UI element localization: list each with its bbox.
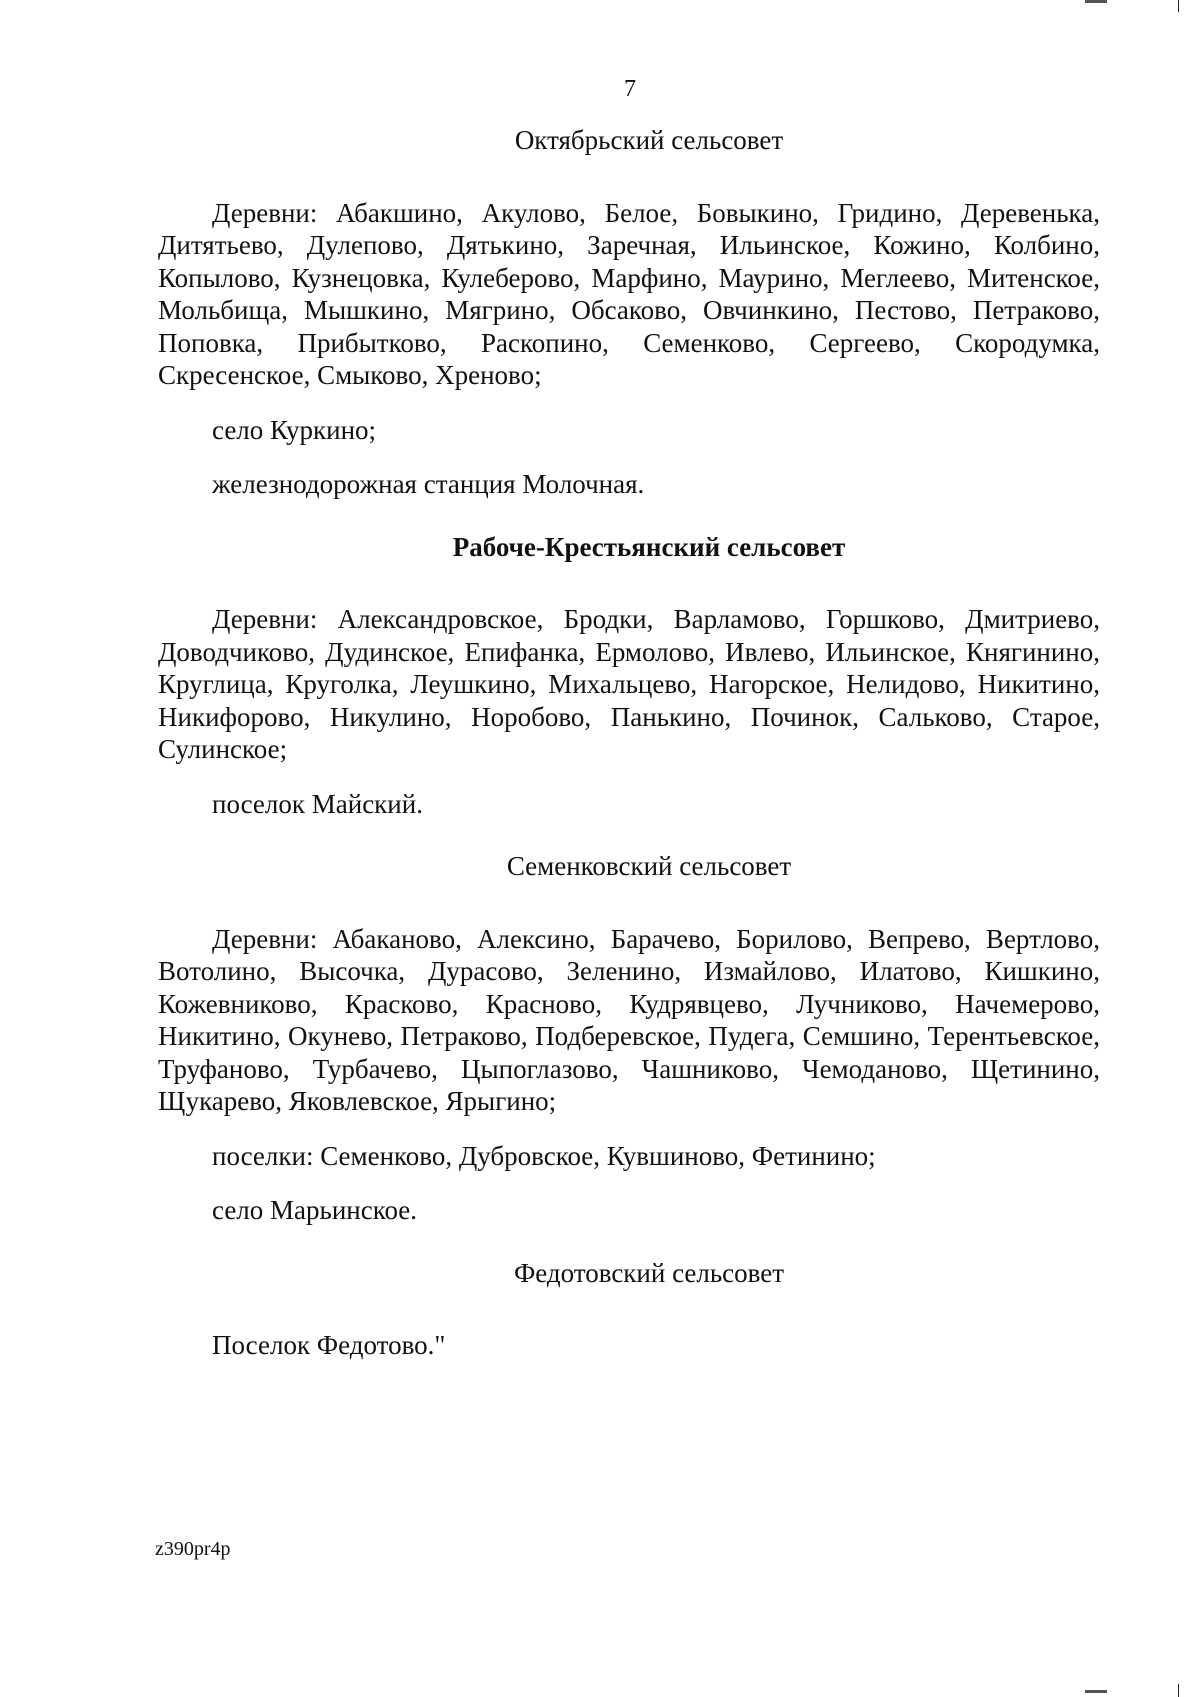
village-list-raboche: Деревни: Александровское, Бродки, Варламово, Горшково, Дмитриево, Доводчиково, Дудинское, Епифанка, Ермолово, Ивлево, Ильинское, Княгинино, Круглица, Круголка, Леушкино, Михальцево, Нагорское, Нелидово, Никитино, Никифорово, Никулино, Норобово, Панькино, Починок, Сальково, Старое, Сулинское; — [158, 604, 1100, 764]
section-heading-raboche: Рабоче-Крестьянский сельсовет — [452, 531, 846, 562]
document-code: z390pr4p — [155, 1538, 231, 1560]
scan-mark-bottom-right — [1178, 1684, 1179, 1697]
selo-oktyabrsky: село Куркино; — [212, 414, 377, 445]
village-list-oktyabrsky: Деревни: Абакшино, Акулово, Белое, Бовыкино, Гридино, Деревенька, Дитятьево, Дулепово, Дятькино, Заречная, Ильинское, Кожино, Колбино, Копылово, Кузнецовка, Кулеберово, Марфино, Маурино, Меглеево, Митенское, Мольбища, Мышкино, Мягрино, Обсаково, Овчинкино, Пестово, Петраково, Поповка, Прибытково, Раскопино, Семенково, Сергеево, Скородумка, Скресенское, Смыково, Хреново; — [158, 197, 1100, 390]
scan-mark-top-ticks — [1085, 0, 1107, 3]
section-heading-oktyabrsky: Октябрьский сельсовет — [514, 125, 784, 155]
settlement-fedotovsky: Поселок Федотово." — [212, 1330, 446, 1360]
village-list-semenkovsky: Деревни: Абаканово, Алексино, Барачево, Борилово, Вепрево, Вертлово, Вотолино, Высочка, Дурасово, Зеленино, Измайлово, Илатово, Кишкино, Кожевниково, Красково, Красново, Кудрявцево, Лучниково, Начемерово, Никитино, Окунево, Петраково, Подберевское, Пудега, Семшино, Терентьевское, Труфаново, Турбачево, Цыпоглазово, Чашниково, Чемоданово, Щетинино, Щукарево, Яковлевское, Ярыгино; — [158, 923, 1100, 1116]
scan-mark-top-right — [1178, 0, 1179, 12]
settlements-semenkovsky: поселки: Семенково, Дубровское, Кувшиново, Фетинино; — [212, 1140, 876, 1171]
page-number: 7 — [624, 76, 636, 102]
section-heading-fedotovsky: Федотовский сельсовет — [513, 1257, 785, 1288]
selo-semenkovsky: село Марьинское. — [212, 1195, 418, 1225]
scan-mark-bottom-ticks — [1085, 1690, 1107, 1693]
station-oktyabrsky: железнодорожная станция Молочная. — [212, 469, 645, 499]
document-body — [158, 124, 1100, 1362]
settlement-raboche: поселок Майский. — [212, 788, 423, 819]
section-heading-semenkovsky: Семенковский сельсовет — [506, 851, 792, 881]
